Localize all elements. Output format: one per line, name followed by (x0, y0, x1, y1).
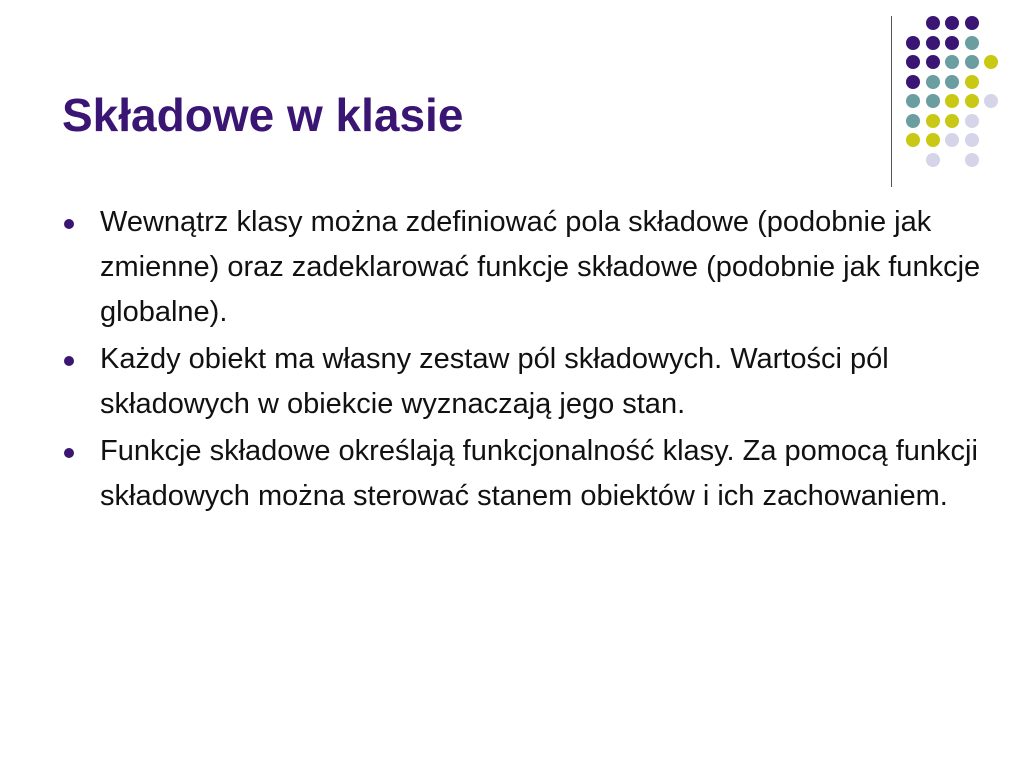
decor-dot-lavender (984, 94, 998, 108)
decor-dot-lavender (965, 153, 979, 167)
decorative-dot-grid (905, 15, 1010, 165)
decor-dot-teal (965, 36, 979, 50)
decor-dot-yellow (945, 114, 959, 128)
decor-dot-purple (906, 36, 920, 50)
decor-dot-purple (906, 55, 920, 69)
bullet-item (60, 337, 990, 427)
decor-dot-teal (945, 55, 959, 69)
decor-dot-lavender (965, 133, 979, 147)
decor-dot-yellow (926, 114, 940, 128)
bullet-text: Wewnątrz klasy można zdefiniować pola składowe (podobnie jak zmienne) oraz zadeklarować funkcje składowe (podobnie jak funkcje globalne). (100, 206, 981, 328)
decor-dot-yellow (945, 94, 959, 108)
decor-dot-yellow (984, 55, 998, 69)
bullet-icon (64, 219, 74, 229)
decor-dot-lavender (926, 153, 940, 167)
decor-dot-purple (945, 16, 959, 30)
bullet-text: Każdy obiekt ma własny zestaw pól składowych. Wartości pól składowych w obiekcie wyznaczają jego stan. (100, 343, 889, 420)
decor-dot-teal (926, 94, 940, 108)
decor-dot-purple (926, 55, 940, 69)
decor-dot-yellow (965, 75, 979, 89)
decor-dot-purple (965, 16, 979, 30)
slide-title: Składowe w klasie (62, 89, 464, 141)
decor-dot-yellow (965, 94, 979, 108)
decor-dot-teal (965, 55, 979, 69)
decor-dot-teal (906, 94, 920, 108)
bullet-list (60, 200, 990, 521)
bullet-icon (64, 448, 74, 458)
decor-dot-purple (926, 16, 940, 30)
bullet-item (60, 429, 990, 519)
decor-dot-lavender (965, 114, 979, 128)
bullet-text: Funkcje składowe określają funkcjonalność klasy. Za pomocą funkcji składowych można sterować stanem obiektów i ich zachowaniem. (100, 435, 978, 512)
title-divider-line (891, 16, 892, 187)
decor-dot-teal (945, 75, 959, 89)
decor-dot-purple (945, 36, 959, 50)
bullet-icon (64, 356, 74, 366)
bullet-item (60, 200, 990, 335)
decor-dot-yellow (926, 133, 940, 147)
decor-dot-purple (906, 75, 920, 89)
decor-dot-lavender (945, 133, 959, 147)
decor-dot-purple (926, 36, 940, 50)
decor-dot-yellow (906, 133, 920, 147)
decor-dot-teal (926, 75, 940, 89)
decor-dot-teal (906, 114, 920, 128)
